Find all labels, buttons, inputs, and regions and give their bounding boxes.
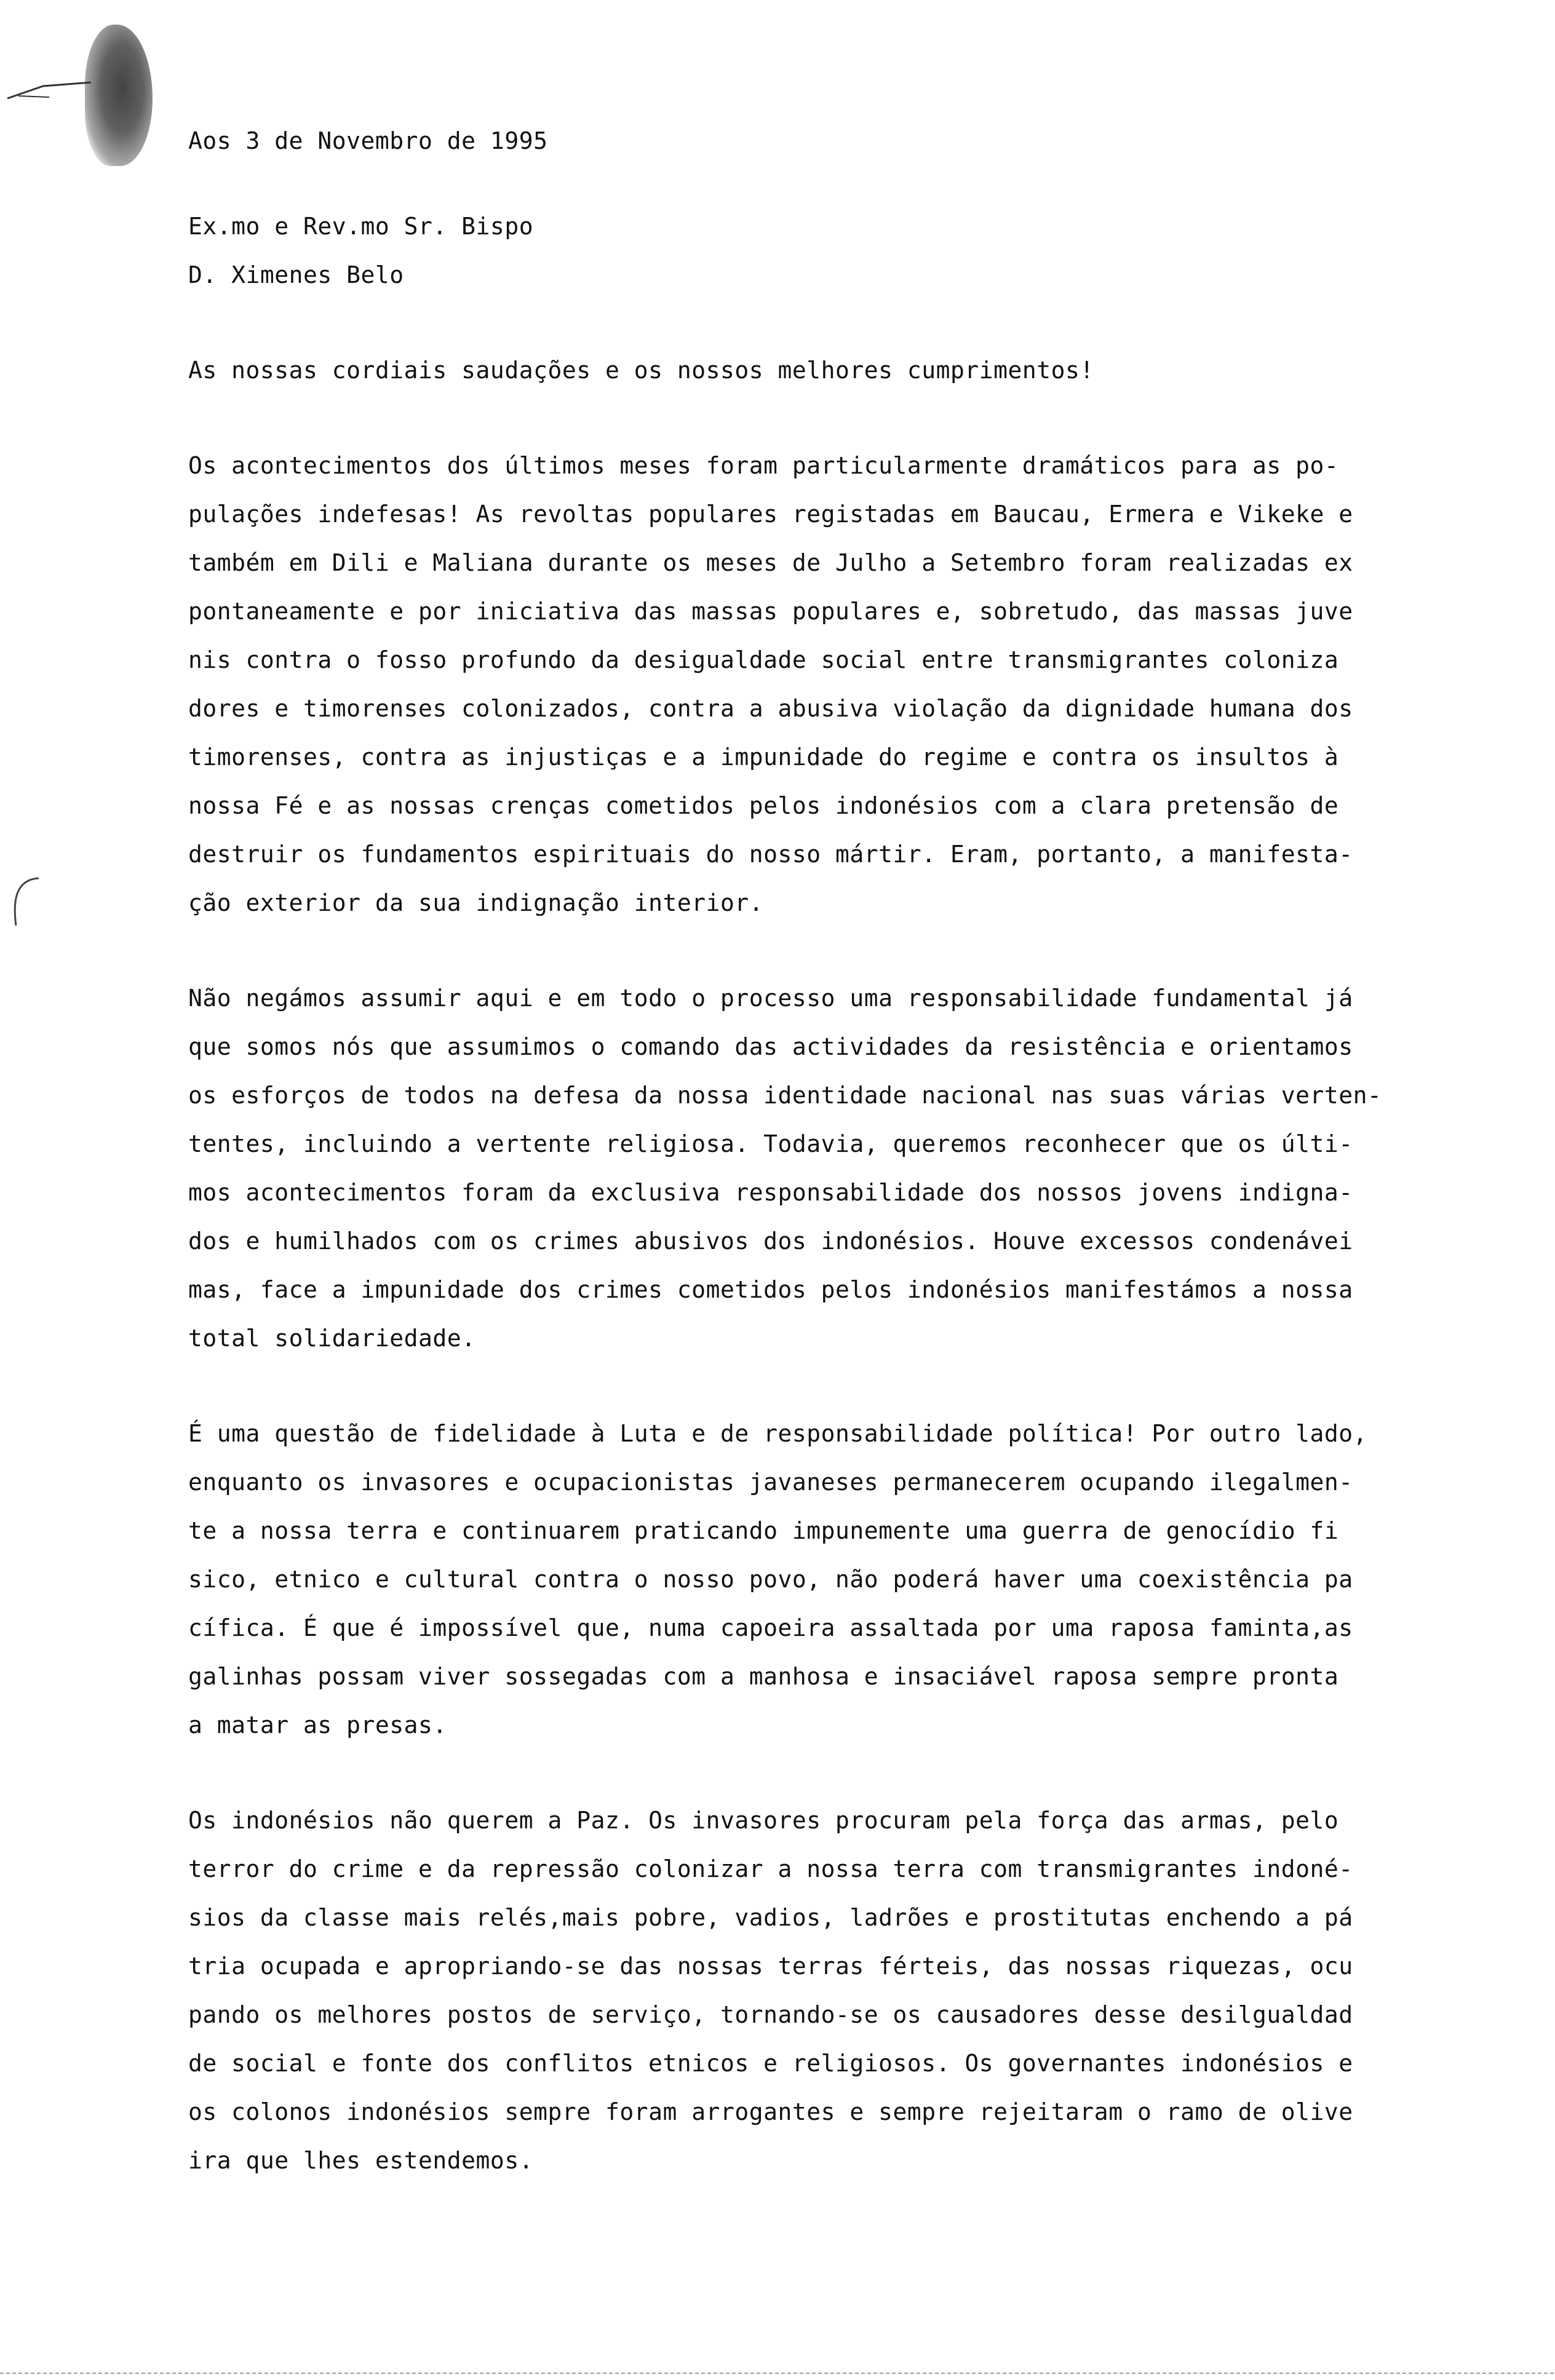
- paragraph-line: dores e timorenses colonizados, contra a abusiva violação da dignidade humana dos: [188, 695, 1353, 722]
- paragraph-line: É uma questão de fidelidade à Luta e de responsabilidade política! Por outro lado,: [188, 1420, 1367, 1447]
- letter-body: [188, 117, 1437, 2185]
- paragraph-line: te a nossa terra e continuarem praticando impunemente uma guerra de genocídio fi: [188, 1517, 1339, 1544]
- paragraph-line: mos acontecimentos foram da exclusiva responsabilidade dos nossos jovens indigna-: [188, 1179, 1353, 1206]
- paragraph-2: [188, 974, 1437, 1363]
- addressee-name: D. Ximenes Belo: [188, 261, 404, 288]
- paragraph-line: enquanto os invasores e ocupacionistas javaneses permanecerem ocupando ilegalmen-: [188, 1469, 1353, 1496]
- paragraph-4: [188, 1796, 1437, 2185]
- paragraph-line: timorenses, contra as injustiças e a impunidade do regime e contra os insultos à: [188, 744, 1339, 771]
- paragraph-line: os colonos indonésios sempre foram arrogantes e sempre rejeitaram o ramo de olive: [188, 2098, 1353, 2125]
- paragraph-line: sico, etnico e cultural contra o nosso povo, não poderá haver uma coexistência pa: [188, 1566, 1353, 1593]
- paragraph-line: ção exterior da sua indignação interior.: [188, 889, 764, 916]
- greeting: As nossas cordiais saudações e os nossos melhores cumprimentos!: [188, 357, 1094, 384]
- letter-date: Aos 3 de Novembro de 1995: [188, 127, 548, 154]
- paragraph-line: sios da classe mais relés,mais pobre, vadios, ladrões e prostitutas enchendo a pá: [188, 1904, 1353, 1931]
- paragraph-line: que somos nós que assumimos o comando das actividades da resistência e orientamos: [188, 1033, 1353, 1060]
- paragraph-1: [188, 442, 1437, 927]
- paragraph-line: cífica. É que é impossível que, numa capoeira assaltada por uma raposa faminta,as: [188, 1614, 1353, 1641]
- paragraph-line: nossa Fé e as nossas crenças cometidos pelos indonésios com a clara pretensão de: [188, 792, 1339, 819]
- paragraph-line: a matar as presas.: [188, 1712, 447, 1739]
- paragraph-line: também em Dili e Maliana durante os meses de Julho a Setembro foram realizadas ex: [188, 549, 1353, 576]
- paragraph-line: tentes, incluindo a vertente religiosa. Todavia, queremos reconhecer que os últi-: [188, 1130, 1353, 1157]
- paragraph-line: dos e humilhados com os crimes abusivos dos indonésios. Houve excessos condenávei: [188, 1228, 1353, 1255]
- addressee-title: Ex.mo e Rev.mo Sr. Bispo: [188, 213, 534, 240]
- ink-blot-stamp: [85, 25, 153, 166]
- bottom-scan-edge: [0, 2373, 1555, 2374]
- paragraph-line: pando os melhores postos de serviço, tornando-se os causadores desse desilgualdad: [188, 2001, 1353, 2028]
- paragraph-line: Não negámos assumir aqui e em todo o processo uma responsabilidade fundamental já: [188, 985, 1353, 1012]
- paragraph-line: os esforços de todos na defesa da nossa identidade nacional nas suas várias verten-: [188, 1082, 1382, 1109]
- paragraph-line: nis contra o fosso profundo da desigualdade social entre transmigrantes coloniza: [188, 646, 1339, 673]
- paragraph-line: Os acontecimentos dos últimos meses foram particularmente dramáticos para as po-: [188, 452, 1339, 479]
- paragraph-line: Os indonésios não querem a Paz. Os invasores procuram pela força das armas, pelo: [188, 1807, 1339, 1834]
- paragraph-line: terror do crime e da repressão colonizar a nossa terra com transmigrantes indoné-: [188, 1855, 1353, 1882]
- paragraph-line: pulações indefesas! As revoltas populares registadas em Baucau, Ermera e Vikeke e: [188, 501, 1353, 528]
- paragraph-3: [188, 1410, 1437, 1750]
- paragraph-line: destruir os fundamentos espirituais do nosso mártir. Eram, portanto, a manifesta-: [188, 841, 1353, 868]
- pen-stroke-mark: [6, 80, 92, 105]
- paragraph-line: pontaneamente e por iniciativa das massas populares e, sobretudo, das massas juve: [188, 598, 1353, 625]
- paragraph-line: galinhas possam viver sossegadas com a manhosa e insaciável raposa sempre pronta: [188, 1663, 1339, 1690]
- paragraph-line: total solidariedade.: [188, 1325, 476, 1352]
- paragraph-line: de social e fonte dos conflitos etnicos e religiosos. Os governantes indonésios e: [188, 2050, 1353, 2077]
- paragraph-line: mas, face a impunidade dos crimes cometidos pelos indonésios manifestámos a nossa: [188, 1276, 1353, 1303]
- paragraph-line: ira que lhes estendemos.: [188, 2147, 534, 2174]
- paragraph-line: tria ocupada e apropriando-se das nossas terras férteis, das nossas riquezas, ocu: [188, 1953, 1353, 1980]
- margin-hook-mark: [5, 873, 42, 929]
